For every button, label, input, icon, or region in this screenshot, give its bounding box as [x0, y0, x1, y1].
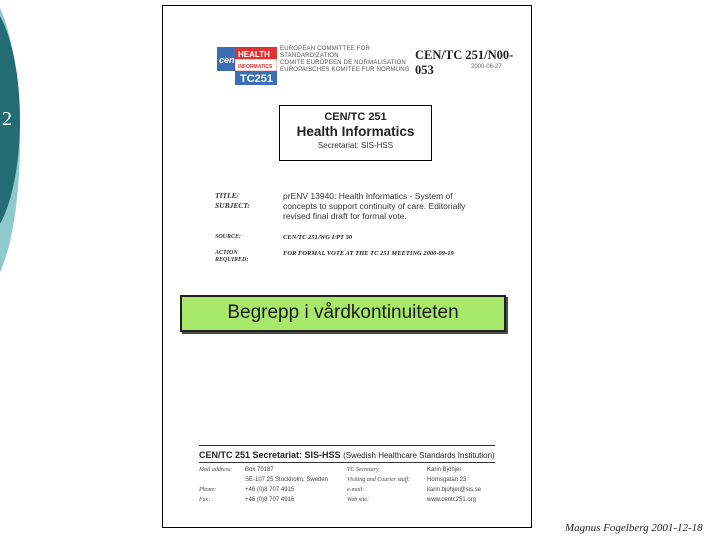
topic-banner: Begrepp i vårdkontinuiteten — [180, 295, 506, 332]
source-value: CEN/TC 251/WG I/PT 30 — [283, 234, 353, 241]
logo-informatics-text: INFORMATICS — [238, 64, 273, 70]
footer-cell: www.centc251.org — [427, 497, 477, 503]
footer-rule-bottom — [199, 462, 495, 463]
logo-graphic — [217, 47, 277, 85]
footer-table — [199, 466, 495, 506]
title-label: TITLE/ — [215, 191, 239, 200]
logo-health-text: HEALTH — [238, 50, 270, 59]
subject-label: SUBJECT: — [215, 201, 250, 210]
footer-title — [199, 450, 495, 460]
action-label: ACTION REQUIRED: — [215, 250, 249, 263]
footer-cell: Visiting and Courier stuff: — [347, 477, 411, 483]
footer-cell: +46 (0)8 707 4915 — [245, 487, 295, 493]
tc-title-box — [279, 105, 432, 161]
document-page — [162, 5, 532, 528]
footer-cell: Web site: — [347, 497, 369, 503]
document-number: CEN/TC 251/N00-053 — [415, 48, 514, 77]
committee-line-en: EUROPEAN COMMITTEE FOR STANDARDIZATION — [280, 46, 371, 59]
footer-cell: Mail address: — [199, 467, 233, 473]
footer-institution: (Swedish Healthcare Standards Institution) — [343, 451, 495, 460]
tc-name: CEN/TC 251 — [324, 111, 387, 123]
cen-health-logo — [217, 47, 277, 85]
footer-cell: Hornsgatan 23 — [427, 477, 467, 483]
footer-cell: SE-107 25 Stockholm, Sweden — [245, 477, 329, 483]
footer-cell: e-mail: — [347, 487, 365, 493]
footer-cell: Karin Bjöhjer — [427, 467, 462, 473]
footer-cell: karin.bjohjer@sis.se — [427, 487, 482, 493]
action-value: FOR FORMAL VOTE AT THE TC 251 MEETING 2000-09-19 — [283, 250, 454, 257]
footer-cell: Phone: — [199, 487, 217, 493]
author-date: Magnus Fogelberg 2001-12-18 — [565, 522, 703, 534]
footer-secretariat: CEN/TC 251 Secretariat: SIS-HSS — [199, 450, 341, 460]
footer-cell: +46 (0)8 707 4916 — [245, 497, 295, 503]
committee-line-de: EUROPAISCHES KOMITEE FUR NORMUNG — [280, 67, 410, 73]
document-date: 2000-06-27 — [471, 64, 502, 70]
footer-rule-top — [199, 445, 495, 446]
committee-line-fr: COMITE EUROPEEN DE NORMALISATION — [280, 60, 406, 66]
footer-cell: TC Secretary — [347, 467, 379, 473]
logo-cen-text: cen — [219, 55, 235, 65]
tc-title: Health Informatics — [296, 124, 415, 139]
logo-tc251-text: TC251 — [240, 73, 274, 85]
title-value: prENV 13940: Health Informatics - System of concepts to support continuity of care. Editorially revised final draft for formal vote. — [283, 191, 466, 221]
tc-secretariat: Secretariat: SIS-HSS — [317, 141, 394, 150]
committee-names — [280, 46, 410, 74]
slide-number: 2 — [2, 108, 12, 130]
source-label: SOURCE: — [215, 234, 242, 240]
footer-cell: Fax: — [199, 497, 211, 503]
footer-cell: Box 70187 — [245, 467, 274, 473]
